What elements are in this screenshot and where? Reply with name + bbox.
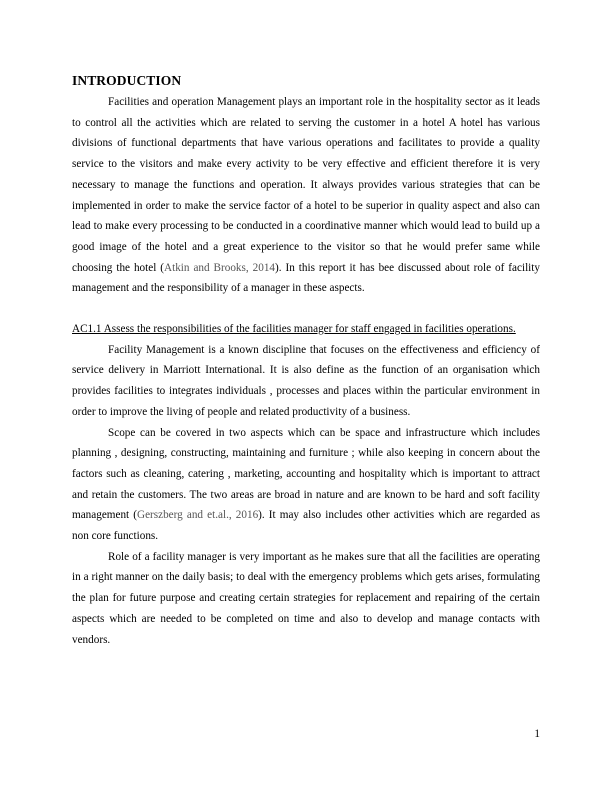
scope-citation: Gerszberg and et.al., 2016 bbox=[137, 509, 259, 522]
intro-text-before-citation: Facilities and operation Management plays an important role in the hospitality sector as it leads to control all the activities which are related to serving the customer in a hotel A hotel has various divisions of functional departments that have various operations and facilitates to provide a quality service to the visitors and make every activity to be very effective and efficient therefore it is very necessary to manage the functions and operation. It always provides various strategies that can be implemented in order to make the service factor of a hotel to be superior in quality aspect and also can lead to make every processing to be conducted in a coordinative manner which would lead to build up a good image of the hotel and a great experience to the visitor so that he would prefer same while choosing the hotel ( bbox=[72, 96, 540, 274]
introduction-heading: INTRODUCTION bbox=[72, 73, 182, 88]
section-spacer bbox=[72, 299, 540, 319]
intro-citation: Atkin and Brooks, 2014 bbox=[164, 261, 276, 274]
scope-text-after-citation: ). It may also includes other activities which are regarded as non core functions. bbox=[72, 509, 540, 543]
intro-text-after-citation: ). In this report it has bee discussed about role of facility management and the responsibility of a manager in these aspects. bbox=[72, 261, 540, 295]
role-of-manager-paragraph: Role of a facility manager is very important as he makes sure that all the facilities are operating in a right manner on the daily basis; to deal with the emergency problems which gets arises, formulating the plan for future purpose and creating certain strategies for replacement and repairing of the certain aspects which are needed to be completed on time and also to develop and manage contacts with vendors. bbox=[72, 550, 540, 646]
section-heading-ac1-1: AC1.1 Assess the responsibilities of the facilities manager for staff engaged in facilities operations. bbox=[72, 323, 516, 336]
page-number: 1 bbox=[534, 728, 540, 740]
page-content bbox=[72, 72, 540, 650]
introduction-paragraph bbox=[72, 92, 540, 299]
facility-management-paragraph: Facility Management is a known discipline that focuses on the effectiveness and efficiency of service delivery in Marriott International. It is also define as the function of an organisation which provides facilities to integrates individuals , processes and places within the particular environment in order to improve the living of people and related productivity of a business. bbox=[72, 343, 540, 418]
scope-paragraph bbox=[72, 423, 540, 547]
scope-text-before-citation: Scope can be covered in two aspects which can be space and infrastructure which includes planning , designing, constructing, maintaining and furniture ; while also keeping in concern about the factors such as cleaning, catering , marketing, accounting and hospitality which is important to attract and retain the customers. The two areas are broad in nature and are known to be hard and soft facility management ( bbox=[72, 426, 540, 522]
